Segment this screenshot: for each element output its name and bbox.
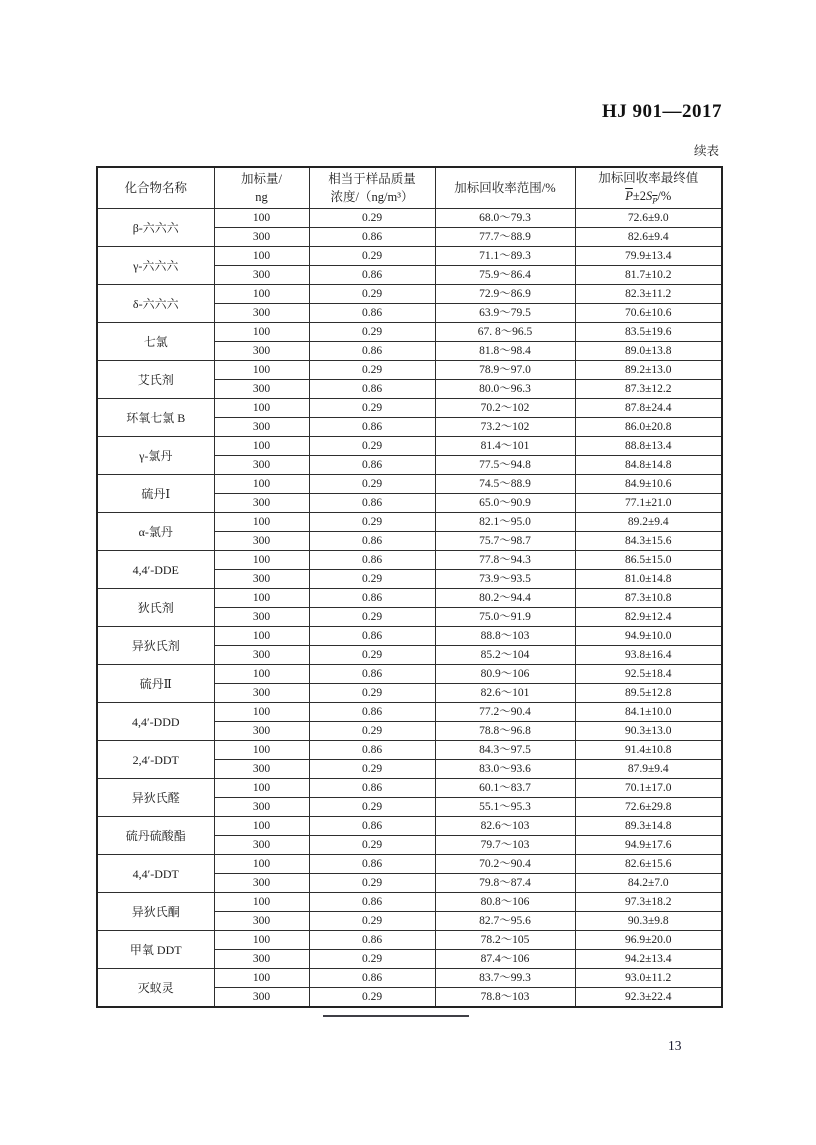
col-header-recovery-range — [435, 167, 575, 209]
spike-amount-cell: 300 — [214, 798, 309, 817]
concentration-cell: 0.86 — [309, 494, 435, 513]
concentration-cell: 0.86 — [309, 418, 435, 437]
table-row — [97, 437, 722, 456]
spike-amount-cell: 100 — [214, 247, 309, 266]
compound-name-cell: γ-氯丹 — [97, 437, 214, 475]
final-recovery-cell: 86.5±15.0 — [575, 551, 722, 570]
compound-name-cell: 灭蚁灵 — [97, 969, 214, 1008]
concentration-cell: 0.29 — [309, 437, 435, 456]
spike-amount-cell: 300 — [214, 988, 309, 1008]
concentration-cell: 0.29 — [309, 475, 435, 494]
final-recovery-cell: 94.9±17.6 — [575, 836, 722, 855]
recovery-range-cell: 67. 8～96.5 — [435, 323, 575, 342]
concentration-cell: 0.86 — [309, 665, 435, 684]
final-recovery-cell: 92.3±22.4 — [575, 988, 722, 1008]
spike-amount-cell: 100 — [214, 931, 309, 950]
table-row — [97, 969, 722, 988]
recovery-range-cell: 72.9～86.9 — [435, 285, 575, 304]
recovery-range-cell: 79.8～87.4 — [435, 874, 575, 893]
continued-table-label: 续表 — [693, 144, 719, 158]
spike-amount-cell: 300 — [214, 760, 309, 779]
concentration-cell: 0.86 — [309, 969, 435, 988]
recovery-range-cell: 80.0～96.3 — [435, 380, 575, 399]
compound-name-cell: 异狄氏剂 — [97, 627, 214, 665]
final-recovery-cell: 88.8±13.4 — [575, 437, 722, 456]
table-row — [97, 247, 722, 266]
final-recovery-header-line1: 加标回收率最终值 — [598, 171, 699, 186]
concentration-header-line1: 相当于样品质量 — [328, 171, 416, 186]
final-recovery-cell: 90.3±13.0 — [575, 722, 722, 741]
final-recovery-cell: 81.7±10.2 — [575, 266, 722, 285]
spike-amount-cell: 300 — [214, 874, 309, 893]
spike-amount-cell: 300 — [214, 418, 309, 437]
table-row — [97, 893, 722, 912]
spike-amount-cell: 300 — [214, 228, 309, 247]
concentration-cell: 0.86 — [309, 931, 435, 950]
recovery-table-body — [97, 209, 722, 1008]
recovery-range-cell: 77.8～94.3 — [435, 551, 575, 570]
spike-amount-cell: 300 — [214, 304, 309, 323]
final-recovery-cell: 84.2±7.0 — [575, 874, 722, 893]
spike-amount-cell: 300 — [214, 646, 309, 665]
final-recovery-cell: 79.9±13.4 — [575, 247, 722, 266]
final-recovery-cell: 87.3±10.8 — [575, 589, 722, 608]
table-row — [97, 817, 722, 836]
recovery-table — [96, 166, 723, 1008]
spike-amount-cell: 300 — [214, 380, 309, 399]
concentration-cell: 0.29 — [309, 361, 435, 380]
spike-header-line1: 加标量/ — [241, 171, 282, 186]
concentration-cell: 0.29 — [309, 988, 435, 1008]
spike-amount-cell: 100 — [214, 703, 309, 722]
recovery-range-cell: 81.8～98.4 — [435, 342, 575, 361]
recovery-range-cell: 55.1～95.3 — [435, 798, 575, 817]
concentration-cell: 0.29 — [309, 722, 435, 741]
final-recovery-cell: 87.3±12.2 — [575, 380, 722, 399]
concentration-cell: 0.86 — [309, 817, 435, 836]
concentration-cell: 0.86 — [309, 342, 435, 361]
concentration-cell: 0.86 — [309, 304, 435, 323]
final-recovery-cell: 89.3±14.8 — [575, 817, 722, 836]
recovery-range-cell: 81.4～101 — [435, 437, 575, 456]
concentration-cell: 0.86 — [309, 855, 435, 874]
spike-amount-cell: 100 — [214, 323, 309, 342]
spike-amount-cell: 300 — [214, 836, 309, 855]
concentration-cell: 0.86 — [309, 380, 435, 399]
recovery-range-cell: 82.7～95.6 — [435, 912, 575, 931]
concentration-cell: 0.29 — [309, 608, 435, 627]
standard-code: HJ 901—2017 — [601, 101, 722, 122]
final-recovery-cell: 70.6±10.6 — [575, 304, 722, 323]
final-recovery-cell: 84.9±10.6 — [575, 475, 722, 494]
concentration-cell: 0.29 — [309, 684, 435, 703]
recovery-range-cell: 82.1～95.0 — [435, 513, 575, 532]
formula-plusminus-two: ±2 — [632, 189, 646, 204]
spike-amount-cell: 100 — [214, 285, 309, 304]
formula-p-bar: $\overline{P}$ — [625, 189, 633, 204]
concentration-cell: 0.86 — [309, 456, 435, 475]
final-recovery-cell: 93.8±16.4 — [575, 646, 722, 665]
table-row — [97, 741, 722, 760]
concentration-cell: 0.29 — [309, 285, 435, 304]
spike-amount-cell: 100 — [214, 817, 309, 836]
spike-amount-cell: 100 — [214, 665, 309, 684]
spike-amount-cell: 100 — [214, 475, 309, 494]
col-header-final-recovery — [575, 167, 722, 209]
recovery-range-cell: 79.7～103 — [435, 836, 575, 855]
recovery-table-header — [97, 167, 722, 209]
concentration-cell: 0.29 — [309, 874, 435, 893]
compound-name-cell: 艾氏剂 — [97, 361, 214, 399]
compound-name-cell: 2,4′-DDT — [97, 741, 214, 779]
spike-amount-cell: 100 — [214, 779, 309, 798]
concentration-cell: 0.86 — [309, 703, 435, 722]
final-recovery-cell: 96.9±20.0 — [575, 931, 722, 950]
final-recovery-cell: 86.0±20.8 — [575, 418, 722, 437]
concentration-cell: 0.29 — [309, 399, 435, 418]
compound-name-cell: 甲氧 DDT — [97, 931, 214, 969]
recovery-range-cell: 63.9～79.5 — [435, 304, 575, 323]
recovery-range-cell: 70.2～102 — [435, 399, 575, 418]
final-recovery-cell: 77.1±21.0 — [575, 494, 722, 513]
col-header-compound-label: 化合物名称 — [124, 180, 187, 195]
final-recovery-cell: 81.0±14.8 — [575, 570, 722, 589]
final-recovery-cell: 83.5±19.6 — [575, 323, 722, 342]
final-recovery-cell: 87.9±9.4 — [575, 760, 722, 779]
recovery-range-cell: 60.1～83.7 — [435, 779, 575, 798]
final-recovery-cell: 70.1±17.0 — [575, 779, 722, 798]
final-recovery-cell: 82.9±12.4 — [575, 608, 722, 627]
final-recovery-cell: 92.5±18.4 — [575, 665, 722, 684]
final-recovery-cell: 94.9±10.0 — [575, 627, 722, 646]
final-recovery-cell: 89.0±13.8 — [575, 342, 722, 361]
spike-amount-cell: 300 — [214, 494, 309, 513]
recovery-range-cell: 73.2～102 — [435, 418, 575, 437]
recovery-range-cell: 83.0～93.6 — [435, 760, 575, 779]
recovery-range-cell: 73.9～93.5 — [435, 570, 575, 589]
spike-amount-cell: 300 — [214, 532, 309, 551]
recovery-range-cell: 84.3～97.5 — [435, 741, 575, 760]
spike-amount-cell: 100 — [214, 855, 309, 874]
spike-amount-cell: 300 — [214, 570, 309, 589]
spike-amount-cell: 100 — [214, 437, 309, 456]
table-row — [97, 665, 722, 684]
recovery-range-cell: 78.9～97.0 — [435, 361, 575, 380]
recovery-range-cell: 78.8～103 — [435, 988, 575, 1008]
final-recovery-cell: 84.8±14.8 — [575, 456, 722, 475]
spike-amount-cell: 100 — [214, 893, 309, 912]
recovery-range-cell: 78.8～96.8 — [435, 722, 575, 741]
table-row — [97, 475, 722, 494]
spike-amount-cell: 100 — [214, 589, 309, 608]
spike-amount-cell: 300 — [214, 342, 309, 361]
compound-name-cell: 硫丹Ⅰ — [97, 475, 214, 513]
concentration-cell: 0.86 — [309, 627, 435, 646]
final-recovery-cell: 72.6±29.8 — [575, 798, 722, 817]
table-row — [97, 209, 722, 228]
recovery-range-cell: 68.0～79.3 — [435, 209, 575, 228]
concentration-cell: 0.29 — [309, 912, 435, 931]
final-recovery-cell: 82.6±9.4 — [575, 228, 722, 247]
final-recovery-cell: 89.2±13.0 — [575, 361, 722, 380]
spike-amount-cell: 100 — [214, 513, 309, 532]
concentration-header-line2: 浓度/（ng/m³） — [330, 190, 414, 204]
concentration-cell: 0.86 — [309, 551, 435, 570]
recovery-range-cell: 85.2～104 — [435, 646, 575, 665]
spike-amount-cell: 300 — [214, 912, 309, 931]
final-recovery-cell: 87.8±24.4 — [575, 399, 722, 418]
final-recovery-cell: 97.3±18.2 — [575, 893, 722, 912]
compound-name-cell: 4,4′-DDD — [97, 703, 214, 741]
spike-amount-cell: 100 — [214, 361, 309, 380]
recovery-range-cell: 71.1～89.3 — [435, 247, 575, 266]
table-row — [97, 627, 722, 646]
formula-sub-p-bar: P — [652, 195, 658, 206]
recovery-range-cell: 77.5～94.8 — [435, 456, 575, 475]
compound-name-cell: 4,4′-DDT — [97, 855, 214, 893]
table-row — [97, 361, 722, 380]
compound-name-cell: 环氧七氯 B — [97, 399, 214, 437]
final-recovery-cell: 72.6±9.0 — [575, 209, 722, 228]
concentration-cell: 0.86 — [309, 228, 435, 247]
spike-amount-cell: 100 — [214, 209, 309, 228]
recovery-range-header-label: 加标回收率范围/% — [454, 180, 556, 195]
recovery-range-cell: 75.9～86.4 — [435, 266, 575, 285]
final-recovery-cell: 84.3±15.6 — [575, 532, 722, 551]
concentration-cell: 0.29 — [309, 950, 435, 969]
concentration-cell: 0.29 — [309, 646, 435, 665]
compound-name-cell: α-氯丹 — [97, 513, 214, 551]
spike-amount-cell: 100 — [214, 627, 309, 646]
concentration-cell: 0.86 — [309, 589, 435, 608]
final-recovery-cell: 89.5±12.8 — [575, 684, 722, 703]
concentration-cell: 0.86 — [309, 893, 435, 912]
final-recovery-formula — [578, 187, 720, 207]
final-recovery-cell: 90.3±9.8 — [575, 912, 722, 931]
col-header-compound — [97, 167, 214, 209]
spike-amount-cell: 100 — [214, 399, 309, 418]
compound-name-cell: 硫丹硫酸酯 — [97, 817, 214, 855]
concentration-cell: 0.86 — [309, 532, 435, 551]
recovery-range-cell: 74.5～88.9 — [435, 475, 575, 494]
recovery-range-cell: 77.2～90.4 — [435, 703, 575, 722]
recovery-range-cell: 88.8～103 — [435, 627, 575, 646]
recovery-range-cell: 80.9～106 — [435, 665, 575, 684]
recovery-range-cell: 75.0～91.9 — [435, 608, 575, 627]
spike-amount-cell: 100 — [214, 969, 309, 988]
recovery-range-cell: 65.0～90.9 — [435, 494, 575, 513]
concentration-cell: 0.86 — [309, 741, 435, 760]
col-header-spike-amount — [214, 167, 309, 209]
final-recovery-cell: 89.2±9.4 — [575, 513, 722, 532]
compound-name-cell: β-六六六 — [97, 209, 214, 247]
compound-name-cell: 七氯 — [97, 323, 214, 361]
spike-amount-cell: 300 — [214, 722, 309, 741]
concentration-cell: 0.29 — [309, 323, 435, 342]
page-number: 13 — [668, 1038, 682, 1053]
concentration-cell: 0.29 — [309, 209, 435, 228]
formula-percent: /% — [657, 189, 672, 204]
compound-name-cell: δ-六六六 — [97, 285, 214, 323]
compound-name-cell: 4,4′-DDE — [97, 551, 214, 589]
concentration-cell: 0.29 — [309, 760, 435, 779]
concentration-cell: 0.86 — [309, 266, 435, 285]
spike-amount-cell: 100 — [214, 741, 309, 760]
spike-amount-cell: 300 — [214, 684, 309, 703]
compound-name-cell: γ-六六六 — [97, 247, 214, 285]
table-row — [97, 513, 722, 532]
final-recovery-cell: 82.3±11.2 — [575, 285, 722, 304]
table-row — [97, 779, 722, 798]
concentration-cell: 0.29 — [309, 247, 435, 266]
spike-amount-cell: 300 — [214, 266, 309, 285]
recovery-range-cell: 75.7～98.7 — [435, 532, 575, 551]
concentration-cell: 0.86 — [309, 779, 435, 798]
final-recovery-cell: 94.2±13.4 — [575, 950, 722, 969]
recovery-range-cell: 77.7～88.9 — [435, 228, 575, 247]
spike-amount-cell: 300 — [214, 608, 309, 627]
recovery-range-cell: 80.2～94.4 — [435, 589, 575, 608]
final-recovery-cell: 93.0±11.2 — [575, 969, 722, 988]
compound-name-cell: 异狄氏酮 — [97, 893, 214, 931]
table-row — [97, 855, 722, 874]
col-header-concentration — [309, 167, 435, 209]
spike-amount-cell: 100 — [214, 551, 309, 570]
final-recovery-cell: 91.4±10.8 — [575, 741, 722, 760]
compound-name-cell: 异狄氏醛 — [97, 779, 214, 817]
recovery-range-cell: 83.7～99.3 — [435, 969, 575, 988]
compound-name-cell: 狄氏剂 — [97, 589, 214, 627]
final-recovery-cell: 84.1±10.0 — [575, 703, 722, 722]
table-row — [97, 551, 722, 570]
recovery-range-cell: 80.8～106 — [435, 893, 575, 912]
concentration-cell: 0.29 — [309, 836, 435, 855]
recovery-range-cell: 82.6～103 — [435, 817, 575, 836]
table-row — [97, 399, 722, 418]
footnote-rule — [323, 1015, 469, 1017]
table-row — [97, 285, 722, 304]
recovery-range-cell: 82.6～101 — [435, 684, 575, 703]
concentration-cell: 0.29 — [309, 798, 435, 817]
spike-header-line2: ng — [255, 190, 268, 204]
table-row — [97, 931, 722, 950]
table-row — [97, 703, 722, 722]
recovery-range-cell: 87.4～106 — [435, 950, 575, 969]
spike-amount-cell: 300 — [214, 456, 309, 475]
table-row — [97, 323, 722, 342]
concentration-cell: 0.29 — [309, 513, 435, 532]
table-row — [97, 589, 722, 608]
recovery-range-cell: 70.2～90.4 — [435, 855, 575, 874]
compound-name-cell: 硫丹Ⅱ — [97, 665, 214, 703]
header-row — [97, 167, 722, 209]
recovery-range-cell: 78.2～105 — [435, 931, 575, 950]
spike-amount-cell: 300 — [214, 950, 309, 969]
concentration-cell: 0.29 — [309, 570, 435, 589]
final-recovery-cell: 82.6±15.6 — [575, 855, 722, 874]
formula-s: S — [645, 189, 653, 204]
